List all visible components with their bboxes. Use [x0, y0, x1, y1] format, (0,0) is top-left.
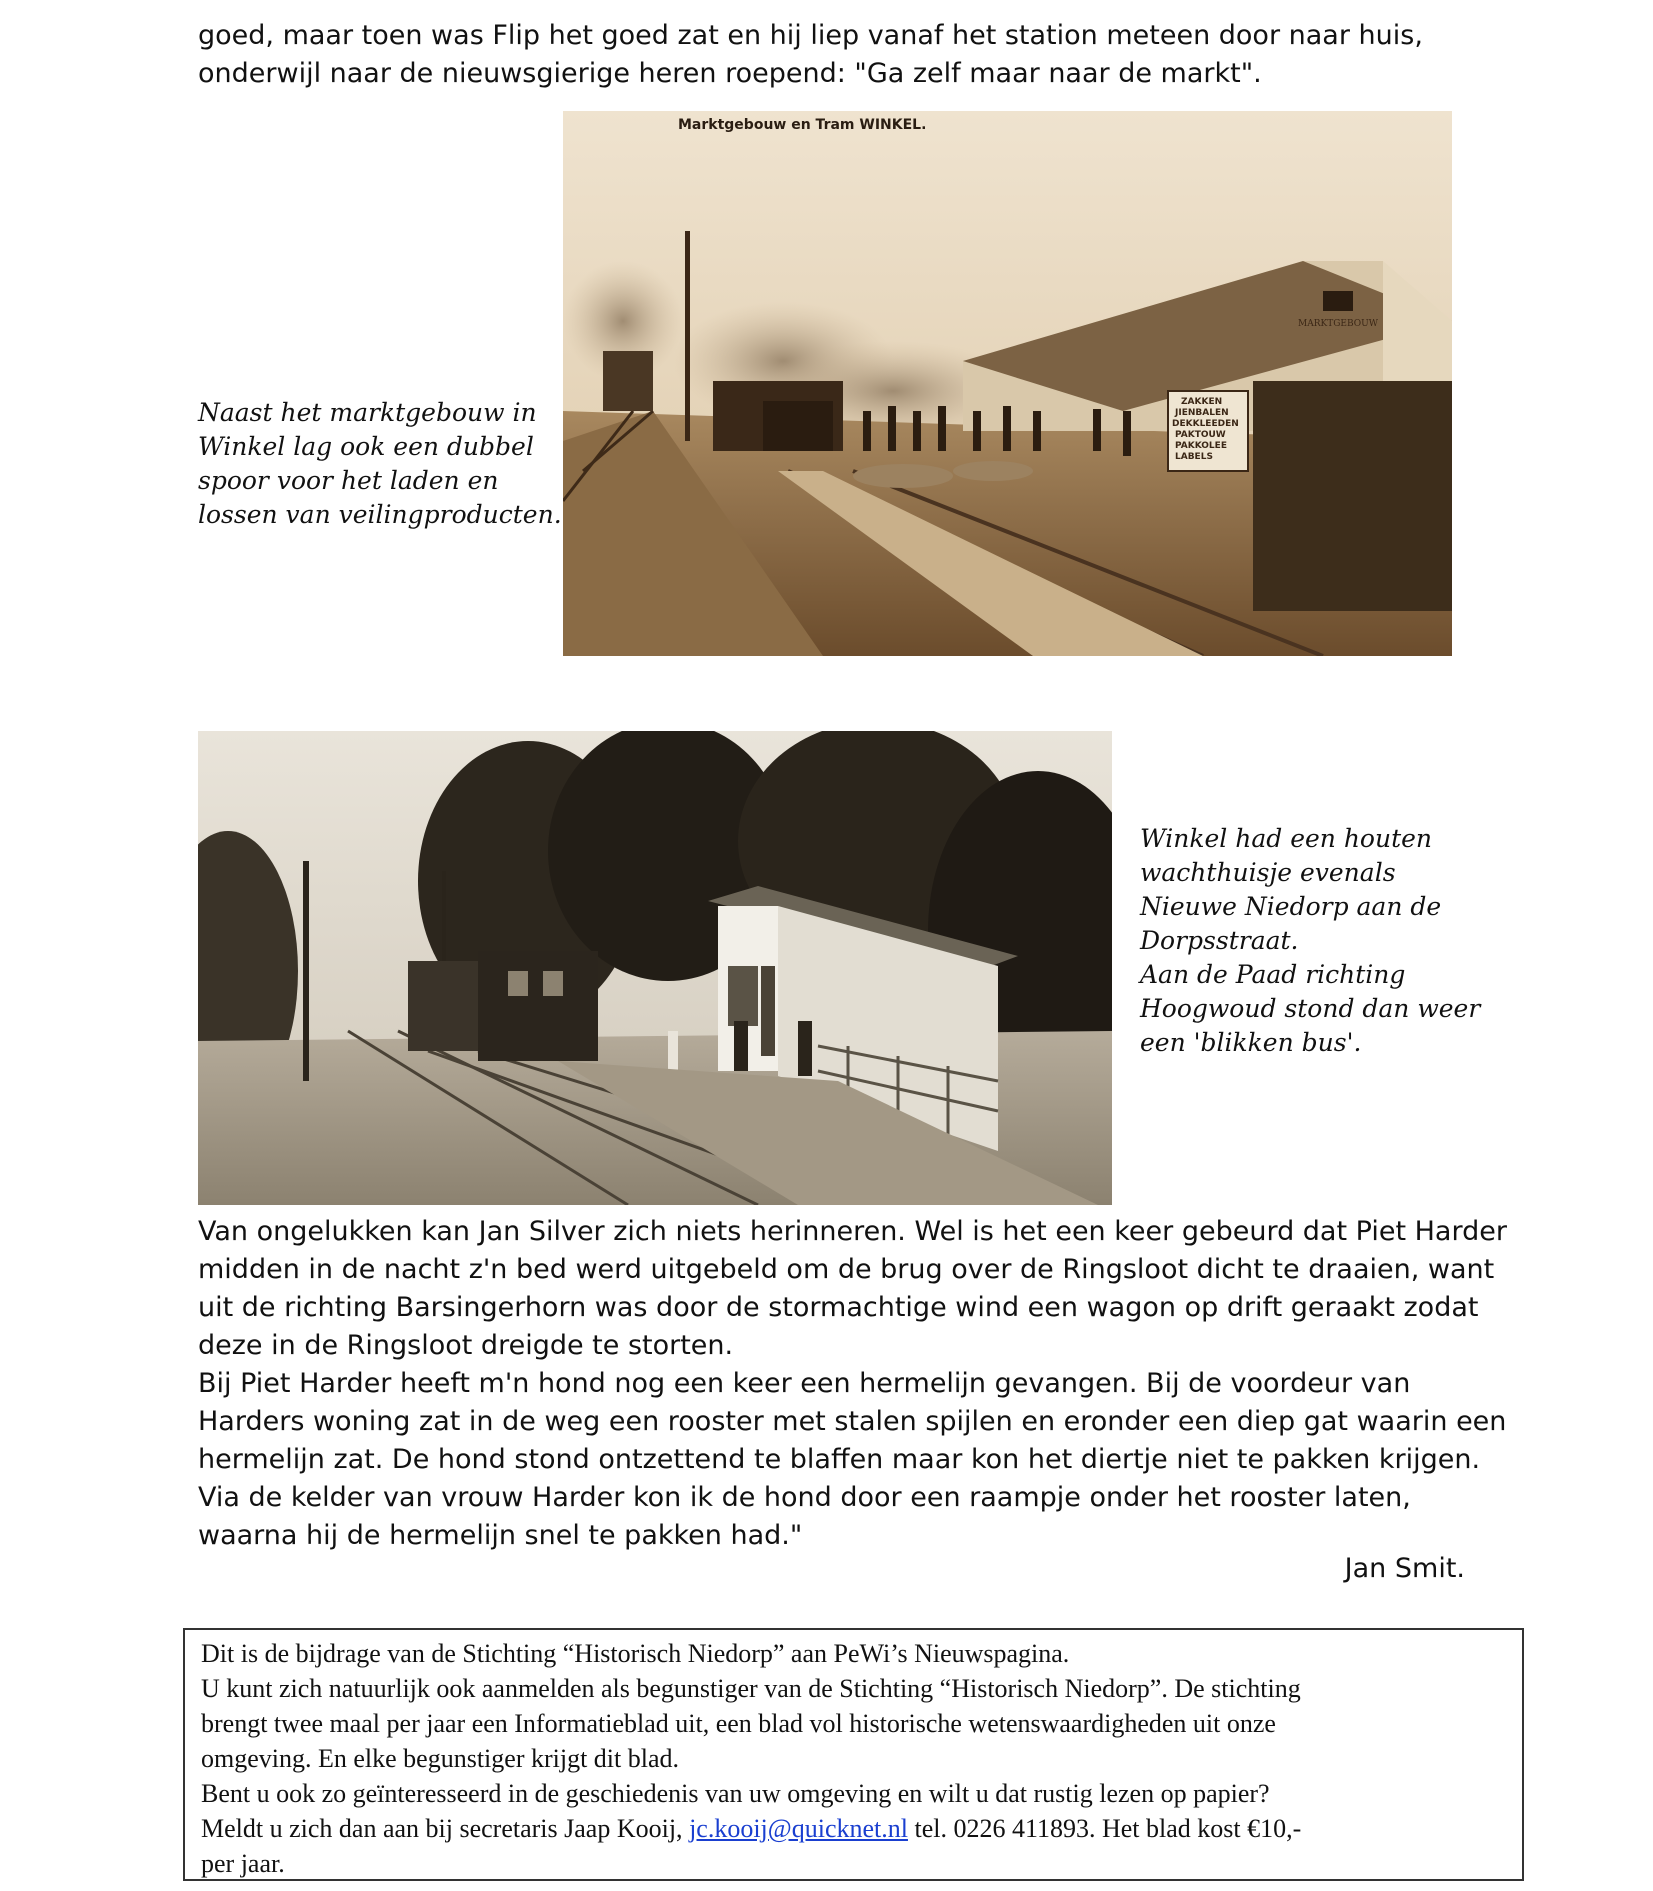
caption-line: een 'blikken bus'. [1140, 1028, 1362, 1057]
info-line: brengt twee maal per jaar een Informatieblad uit, een blad vol historische wetenswaardigheden uit onze [201, 1709, 1276, 1738]
story-line: deze in de Ringsloot dreigde te storten. [198, 1330, 734, 1361]
caption-line: Hoogwoud stond dan weer [1140, 994, 1481, 1023]
info-line: Dit is de bijdrage van de Stichting “Historisch Niedorp” aan PeWi’s Nieuwspagina. [201, 1639, 1070, 1668]
sign-board-line: ZAKKEN [1181, 397, 1223, 407]
caption-line: Aan de Paad richting [1140, 960, 1406, 989]
story-line: hermelijn zat. De hond stond ontzettend te blaffen maar kon het diertje niet te pakken krijgen. [198, 1444, 1481, 1475]
photo1-caption [198, 396, 562, 532]
intro-line: onderwijl naar de nieuwsgierige heren roepend: "Ga zelf maar naar de markt". [198, 58, 1262, 89]
sign-board-line: DEKKLEEDEN [1172, 419, 1239, 429]
story-line: Bij Piet Harder heeft m'n hond nog een keer een hermelijn gevangen. Bij de voordeur van [198, 1368, 1411, 1399]
email-link[interactable]: jc.kooij@quicknet.nl [689, 1814, 908, 1843]
caption-line: Naast het marktgebouw in [198, 398, 537, 427]
info-line: omgeving. En elke begunstiger krijgt dit blad. [201, 1744, 680, 1773]
photo-wachthuisje-tram [198, 731, 1112, 1205]
story-line: Via de kelder van vrouw Harder kon ik de hond door een raampje onder het rooster laten, [198, 1482, 1411, 1513]
caption-line: Dorpsstraat. [1140, 926, 1299, 955]
photo2-caption [1140, 822, 1480, 1060]
caption-line: spoor voor het laden en [198, 466, 499, 495]
caption-line: Winkel lag ook een dubbel [198, 432, 534, 461]
building-sign: MARKTGEBOUW [1298, 319, 1378, 329]
caption-line: lossen van veilingproducten. [198, 500, 562, 529]
story-line: midden in de nacht z'n bed werd uitgebeld om de brug over de Ringsloot dicht te draaien, want [198, 1254, 1495, 1285]
sign-board-line: PAKKOLEE [1175, 441, 1227, 451]
intro-paragraph [198, 17, 1423, 93]
sign-board-line: LABELS [1175, 452, 1213, 462]
photo-title: Marktgebouw en Tram WINKEL. [678, 117, 927, 133]
author-signature: Jan Smit. [1344, 1553, 1465, 1584]
caption-line: Nieuwe Niedorp aan de [1140, 892, 1442, 921]
intro-line: goed, maar toen was Flip het goed zat en hij liep vanaf het station meteen door naar huis, [198, 20, 1423, 51]
info-line: per jaar. [201, 1849, 285, 1878]
info-line: U kunt zich natuurlijk ook aanmelden als begunstiger van de Stichting “Historisch Niedorp”. De stichting [201, 1674, 1301, 1703]
sign-board-line: JIENBALEN [1175, 408, 1229, 418]
info-line-contact [201, 1811, 1508, 1846]
caption-line: wachthuisje evenals [1140, 858, 1396, 887]
story-line: waarna hij de hermelijn snel te pakken had." [198, 1520, 803, 1551]
story-line: uit de richting Barsingerhorn was door de stormachtige wind een wagon op drift geraakt zodat [198, 1292, 1479, 1323]
sign-board-line: PAKTOUW [1175, 430, 1226, 440]
contact-prefix: Meldt u zich dan aan bij secretaris Jaap Kooij, [201, 1814, 690, 1843]
info-line: Bent u ook zo geïnteresseerd in de geschiedenis van uw omgeving en wilt u dat rustig lezen op papier? [201, 1779, 1270, 1808]
photo-marktgebouw-tram [563, 111, 1452, 656]
contact-suffix: tel. 0226 411893. Het blad kost €10,- [907, 1814, 1302, 1843]
caption-line: Winkel had een houten [1140, 824, 1433, 853]
story-paragraph [198, 1213, 1507, 1555]
story-line: Van ongelukken kan Jan Silver zich niets herinneren. Wel is het een keer gebeurd dat Piet Harder [198, 1216, 1507, 1247]
story-line: Harders woning zat in de weg een rooster met stalen spijlen en eronder een diep gat waarin een [198, 1406, 1507, 1437]
info-box [183, 1628, 1524, 1881]
